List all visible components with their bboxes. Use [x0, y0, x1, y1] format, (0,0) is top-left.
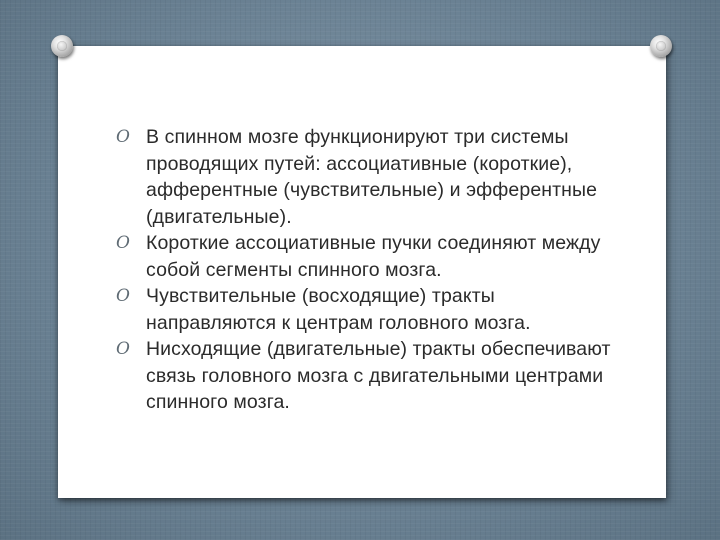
- bullet-marker-icon: O: [116, 339, 131, 359]
- bullet-text: Короткие ассоциативные пучки соединяют между собой сегменты спинного мозга.: [146, 232, 601, 281]
- bullet-text: Нисходящие (двигательные) тракты обеспечивают связь головного мозга с двигательными центрами спинного мозга.: [146, 338, 611, 413]
- bullet-list: [116, 124, 616, 416]
- pushpin-left-icon: [51, 35, 73, 57]
- bullet-marker-icon: O: [116, 233, 131, 253]
- bullet-item: [116, 124, 616, 230]
- bullet-marker-icon: O: [116, 286, 131, 306]
- pushpin-right-icon: [650, 35, 672, 57]
- bullet-item: [116, 230, 616, 283]
- bullet-item: [116, 283, 616, 336]
- bullet-marker-icon: O: [116, 127, 131, 147]
- bullet-text: В спинном мозге функционируют три системы проводящих путей: ассоциативные (короткие), афферентные (чувствительные) и эфферентные (двигательные).: [146, 126, 598, 228]
- bullet-text: Чувствительные (восходящие) тракты направляются к центрам головного мозга.: [146, 285, 531, 334]
- bullet-item: [116, 336, 616, 416]
